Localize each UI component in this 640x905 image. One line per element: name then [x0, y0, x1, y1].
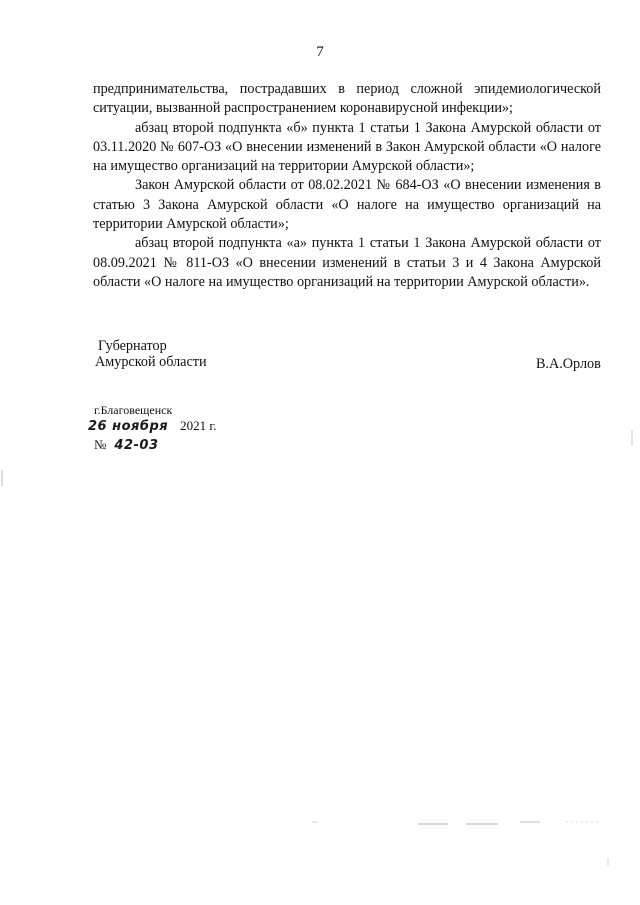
signatory-title-line1: Губернатор: [98, 338, 167, 354]
number-sign: №: [94, 437, 107, 452]
paragraph-4: абзац второй подпункта «а» пункта 1 статьи 1 Закона Амурской области от 08.09.2021 № 811-ОЗ «О внесении изменений в статьи 3 и 4 Закона Амурской области «О налоге на имущество организаций на территории Амурской области».: [93, 235, 601, 290]
paragraph-1: предпринимательства, пострадавших в период сложной эпидемиологической ситуации, вызванной распространением коронавирусной инфекции»;: [93, 81, 601, 117]
signatory-title-line2: Амурской области: [95, 354, 207, 370]
signatory-name: В.А.Орлов: [536, 356, 601, 372]
paragraph-2: абзац второй подпункта «б» пункта 1 статьи 1 Закона Амурской области от 03.11.2020 № 607-ОЗ «О внесении изменений в Закон Амурской области «О налоге на имущество организаций на территории Амурской области»;: [93, 119, 601, 175]
page-number: 7: [316, 44, 324, 60]
handwritten-law-number: 42-03: [114, 438, 159, 453]
place-of-signing: г.Благовещенск: [94, 403, 173, 417]
date-year: 2021 г.: [180, 418, 217, 433]
handwritten-date: 26 ноября: [88, 419, 169, 434]
paragraph-3: Закон Амурской области от 08.02.2021 № 684-ОЗ «О внесении изменения в статью 3 Закона Амурской области «О налоге на имущество организаций на территории Амурской области»;: [93, 177, 601, 233]
